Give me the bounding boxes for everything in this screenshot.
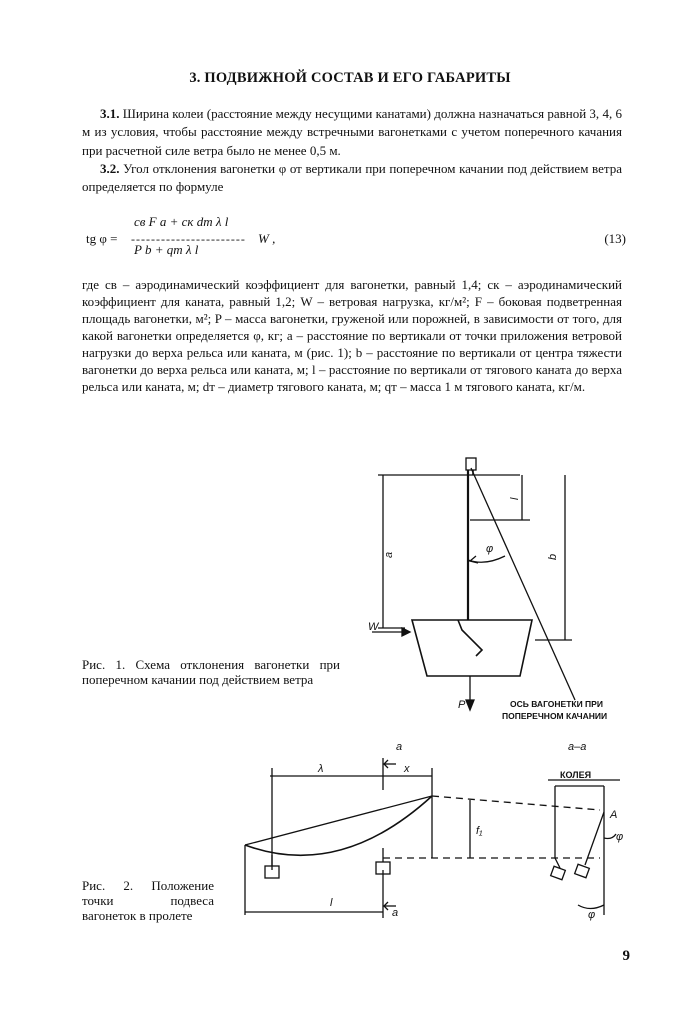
angle-arc [578,905,604,909]
label-l: l [330,897,333,909]
figure-2-caption: Рис. 2. Положение точки подвеса вагонеток в пролете [82,878,214,923]
formula-denominator: P b + qт λ l [134,242,199,257]
car-icon [265,866,279,878]
label-lambda: λ [318,763,324,775]
section-label: a–a [568,741,587,753]
figure-1-caption: Рис. 1. Схема отклонения вагонетки при поперечном качании под действием ветра [82,657,340,687]
weight-arrowhead-icon [466,700,474,710]
label-l: l [509,497,521,500]
formula-number: (13) [604,231,626,246]
section-arrow-icon [384,760,388,768]
car-icon [551,866,566,880]
gauge-label: КОЛЕЯ [560,770,592,780]
formula-lhs: tg φ = [86,231,118,246]
label-b: b [547,553,559,560]
formula-fraction-bar: ----------------------- [131,232,246,246]
cable-sag-curve [245,796,432,855]
paragraph-number: 3.1. [100,106,120,121]
angle-arc [604,834,616,839]
hanger-hook [458,620,482,656]
axis-label-line-2: ПОПЕРЕЧНОМ КАЧАНИИ [502,711,608,721]
formula-numerator: cв F a + cк dт λ l [134,214,229,229]
label-x: x [404,763,410,775]
paragraph-text: Угол отклонения вагонетки φ от вертикали при поперечном качании под действием ветра определяется по формуле [82,161,622,195]
dashed-line [432,796,600,810]
label-a: a [383,551,395,558]
wind-arrowhead-icon [402,628,410,636]
label-phi: φ [486,543,494,555]
paragraph-3-2 [82,160,622,197]
section-arrow-icon [384,902,388,910]
cable-chord [245,796,432,845]
formula-13 [86,206,626,266]
hanger [555,858,560,868]
angle-arc [468,556,505,562]
label-phi-1: φ [616,831,624,843]
paragraph-text: Ширина колеи (расстояние между несущими канатами) должна назначаться равной 3, 4, 6 м из условия, чтобы расстояние между встречными вагонетками с учетом поперечного качания при расчетной силе ветра было не менее 0,5 м. [82,106,622,158]
paragraph-3-1 [82,105,622,160]
suspension-point-icon [466,458,476,470]
page-number: 9 [622,948,630,964]
formula-factor: W , [258,231,276,246]
label-P: P [458,699,466,711]
car-icon [376,862,390,874]
car-icon [575,864,590,878]
label-a-bottom: a [392,907,399,919]
car-body-icon [412,620,532,676]
label-f1: f₁ [476,825,483,837]
label-A: A [610,809,618,821]
angle-arrow-icon [470,556,478,563]
section-heading: 3. ПОДВИЖНОЙ СОСТАВ И ЕГО ГАБАРИТЫ [189,70,511,86]
label-W: W [368,621,379,633]
label-a-top: a [396,741,403,753]
label-phi-2: φ [588,909,596,921]
paragraph-number: 3.2. [100,161,120,176]
paragraph-definitions: где cв – аэродинамический коэффициент для вагонетки, равный 1,4; cк – аэродинамический коэффициент для каната, равный 1,2; W – ветровая нагрузка, кг/м²; F – боковая подветренная площадь вагонетки, м²; P – масса вагонетки, груженой или порожней, в зависимости от того, для какой вагонетки определяется φ, кг; a – расстояние по вертикали от точки приложения ветровой нагрузки до верха рельса или каната, м (рис. 1); b – расстояние по вертикали от центра тяжести вагонетки до верха рельса или каната, м; l – расстояние по вертикали от тягового каната до верха рельса или каната, м; dт – диаметр тягового каната, м; qт – масса 1 м тягового каната, кг/м. [82,277,622,394]
axis-label-line-1: ОСЬ ВАГОНЕТКИ ПРИ [510,699,603,709]
inclined-hanger [585,812,604,865]
car-axis-line [471,468,575,700]
